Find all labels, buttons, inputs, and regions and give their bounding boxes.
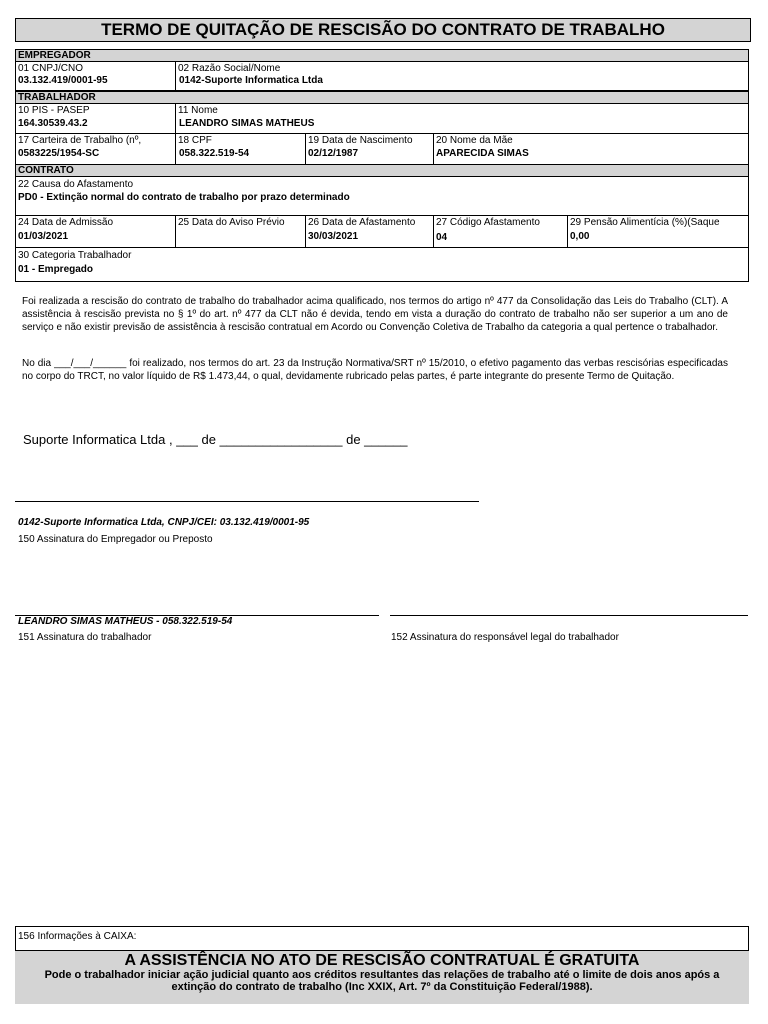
section-trabalhador-header: TRABALHADOR: [15, 91, 749, 104]
afastamento-value: 30/03/2021: [308, 231, 359, 242]
caixa-info-label: 156 Informações à CAIXA:: [18, 931, 137, 942]
nome-cell: [176, 104, 748, 133]
razao-label: 02 Razão Social/Nome: [178, 63, 281, 74]
nome-label: 11 Nome: [178, 105, 218, 116]
causa-value: PD0 - Extinção normal do contrato de trabalho por prazo determinado: [18, 192, 350, 203]
categoria-label: 30 Categoria Trabalhador: [18, 250, 132, 261]
cpf-value: 058.322.519-54: [179, 148, 250, 159]
mae-label: 20 Nome da Mãe: [436, 135, 513, 146]
document-title: TERMO DE QUITAÇÃO DE RESCISÃO DO CONTRATO DE TRABALHO: [15, 18, 751, 42]
section-contrato-header: CONTRATO: [15, 164, 749, 177]
worker-identification: LEANDRO SIMAS MATHEUS - 058.322.519-54: [18, 616, 233, 627]
place-date-line: Suporte Informatica Ltda , ___ de _________________ de ______: [23, 432, 408, 447]
pis-label: 10 PIS - PASEP: [18, 105, 90, 116]
razao-value: 0142-Suporte Informatica Ltda: [179, 75, 323, 86]
quitacao-paragraph-2: No dia ___/___/______ foi realizado, nos termos do art. 23 da Instrução Normativa/SRT nº 15/2010, o efetivo pagamento das verbas rescisórias especificadas no corpo do TRCT, no valor líquido de R$ 1.473,44, o qual, devidamente rubricado pelas partes, é parte integrante do presente Termo de Quitação.: [22, 358, 728, 382]
caixa-info-box: [15, 926, 749, 951]
categoria-cell: [16, 248, 748, 281]
ctps-cell: [16, 134, 176, 164]
cnpj-cell: [16, 62, 176, 90]
nascimento-value: 02/12/1987: [308, 148, 359, 159]
pensao-value: 0,00: [570, 231, 590, 242]
employer-identification: 0142-Suporte Informatica Ltda, CNPJ/CEI: 03.132.419/0001-95: [18, 517, 310, 528]
pensao-label: 29 Pensão Alimentícia (%)(Saque: [570, 217, 720, 228]
legal-responsible-signature-label: 152 Assinatura do responsável legal do trabalhador: [391, 632, 619, 643]
cnpj-label: 01 CNPJ/CNO: [18, 63, 84, 74]
empregador-row: [15, 61, 749, 91]
mae-cell: [434, 134, 748, 164]
categoria-value: 01 - Empregado: [18, 264, 94, 275]
codigo-cell: [434, 216, 568, 247]
mae-value: APARECIDA SIMAS: [436, 148, 529, 159]
afastamento-cell: [306, 216, 434, 247]
pis-cell: [16, 104, 176, 133]
worker-signature-label: 151 Assinatura do trabalhador: [18, 632, 152, 643]
nome-value: LEANDRO SIMAS MATHEUS: [179, 118, 315, 129]
trabalhador-rows: [15, 103, 749, 165]
nascimento-cell: [306, 134, 434, 164]
razao-cell: [176, 62, 748, 90]
aviso-label: 25 Data do Aviso Prévio: [178, 217, 285, 228]
causa-label: 22 Causa do Afastamento: [18, 179, 134, 190]
pis-value: 164.30539.43.2: [18, 118, 88, 129]
cpf-label: 18 CPF: [178, 135, 212, 146]
cpf-cell: [176, 134, 306, 164]
contrato-rows: [15, 176, 749, 282]
admissao-label: 24 Data de Admissão: [18, 217, 114, 228]
admissao-cell: [16, 216, 176, 247]
nascimento-label: 19 Data de Nascimento: [308, 135, 413, 146]
ctps-value: 0583225/1954-SC: [18, 148, 100, 159]
pensao-cell: [568, 216, 748, 247]
ctps-label: 17 Carteira de Trabalho (nº,: [18, 135, 142, 146]
section-empregador-header: EMPREGADOR: [15, 49, 749, 62]
codigo-value: 04: [436, 232, 448, 243]
legal-responsible-signature-line: [390, 615, 748, 616]
causa-cell: [16, 177, 748, 215]
employer-signature-label: 150 Assinatura do Empregador ou Preposto: [18, 534, 213, 545]
employer-signature-line: [15, 501, 479, 502]
footer-title: A ASSISTÊNCIA NO ATO DE RESCISÃO CONTRATUAL É GRATUITA: [124, 952, 640, 969]
afastamento-label: 26 Data de Afastamento: [308, 217, 416, 228]
aviso-cell: [176, 216, 306, 247]
footer-notice: Pode o trabalhador iniciar ação judicial quanto aos créditos resultantes das relações de trabalho até o limite de dois anos após a extinção do contrato de trabalho (Inc XXIX, Art. 7º da Constituição Federal/1988).: [44, 969, 720, 993]
admissao-value: 01/03/2021: [18, 231, 69, 242]
quitacao-paragraph-1: Foi realizada a rescisão do contrato de trabalho do trabalhador acima qualificado, nos termos do artigo nº 477 da Consolidação das Leis do Trabalho (CLT). A assistência à rescisão prevista no § 1º do art. nº 477 da CLT não é devida, tendo em vista a duração do contrato de trabalho não ser superior a um ano de serviço e não existir previsão de assistência à rescisão contratual em Acordo ou Convenção Coletiva de Trabalho da categoria a qual pertence o trabalhador.: [22, 296, 728, 333]
cnpj-value: 03.132.419/0001-95: [18, 75, 108, 86]
codigo-label: 27 Código Afastamento: [436, 217, 540, 228]
